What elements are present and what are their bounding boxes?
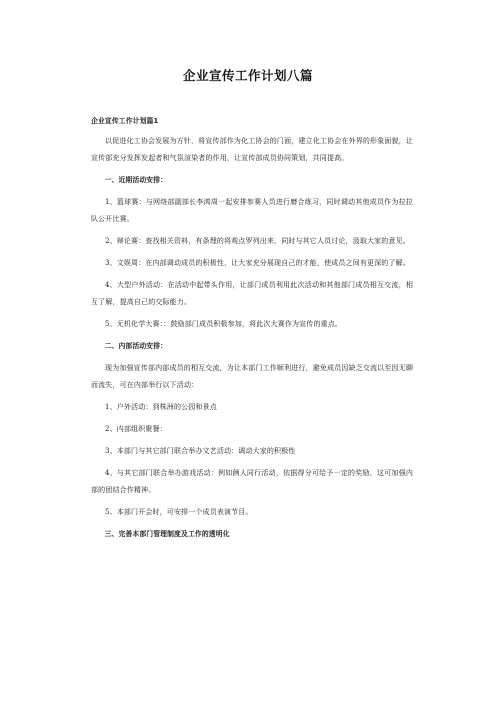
recent-item: 2、辩论赛：查找相关资料，有条理的将观点罗列出来，同时与其它人员讨论，汲取大家的意见。 xyxy=(105,237,410,245)
document-body xyxy=(91,113,413,548)
internal-item: 1、户外活动：到株洲的公园和景点 xyxy=(105,403,217,411)
internal-item: 4、与其它部门联合举办游戏活动：例如俩人同行活动，依据得分可给予一定的奖励，这可加强内部的团结合作精神。 xyxy=(91,469,413,494)
recent-item: 5、无机化学大赛：：鼓励部门成员积极参加，将此次大赛作为宣传的重点。 xyxy=(105,320,343,328)
recent-item: 3、文娱周：在内部调动成员的积极性，让大家充分展现自己的才能，使成员之间有更深的了解。 xyxy=(105,259,410,267)
internal-item: 3、本部门与其它部门联合举办文艺活动：调动大家的积极性 xyxy=(105,447,296,455)
section-heading: 企业宣传工作计划篇1 xyxy=(91,117,159,125)
heading-internal-activities: 二、内部活动安排： xyxy=(104,342,168,350)
recent-item: 1、篮球赛：与网络部副部长李鸿周一起安排参赛人员进行磨合练习，同时调动其他成员作为拉拉队公开比赛。 xyxy=(91,198,413,223)
internal-intro-paragraph: 现为加强宣传部内部成员的相互交流，为让本部门工作顺利进行，避免成员因缺乏交流以至因无聊而流失，可在内部举行以下活动： xyxy=(91,364,413,389)
intro-paragraph: 以促进化工协会发展为方针，将宣传部作为化工协会的门面，建立化工协会在外界的形象面貌，让宣传部充分发挥发起者和气氛渲染者的作用，让宣传部成员协同策划，共同提高。 xyxy=(91,137,413,162)
document-title: 企业宣传工作计划八篇 xyxy=(182,68,313,83)
recent-item: 4、大型户外活动：在活动中起带头作用，让部门成员利用此次活动和其他部门成员相互交流，相互了解，提高自己的交际能力。 xyxy=(91,281,413,306)
heading-management: 三、完善本部门管理制度及工作的透明化 xyxy=(104,530,230,538)
heading-recent-activities: 一、近期活动安排： xyxy=(104,176,168,184)
internal-item: 2、内部组织聚餐： xyxy=(105,425,167,433)
internal-item: 5、本部门开会时，可安排一个成员表演节目。 xyxy=(105,508,253,516)
